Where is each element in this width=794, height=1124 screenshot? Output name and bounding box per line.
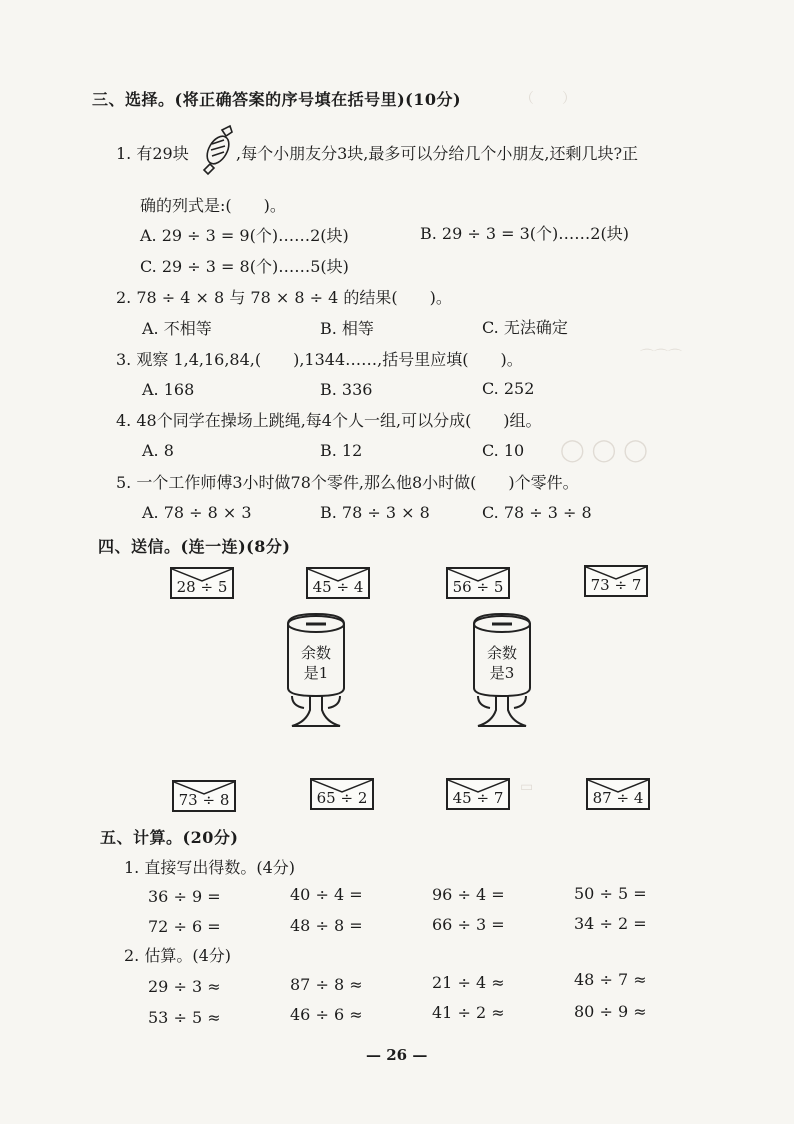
envelope-56-div-5[interactable] — [446, 567, 510, 599]
q3-stem: 3. 观察 1,4,16,84,( ),1344……,括号里应填( )。 — [116, 350, 523, 369]
q1-stem-prefix: 1. 有29块 — [116, 144, 189, 163]
mailbox-label-line2: 是3 — [489, 664, 515, 682]
envelope-87-div-4[interactable] — [586, 778, 650, 810]
q1-stem-suffix: ,每个小朋友分3块,最多可以分给几个小朋友,还剩几块?正 — [236, 144, 639, 163]
calc-part2-title: 2. 估算。(4分) — [124, 946, 232, 965]
envelope-expression: 56 ÷ 5 — [452, 578, 504, 596]
envelope-73-div-8[interactable] — [172, 780, 236, 812]
calc-problem: 40 ÷ 4 = — [290, 885, 363, 904]
estimate-problem: 29 ÷ 3 ≈ — [148, 977, 221, 996]
q3-option-a: A. 168 — [142, 380, 195, 399]
mailbox-remainder-3[interactable] — [456, 610, 548, 732]
q2-option-b: B. 相等 — [320, 319, 374, 338]
calc-problem: 96 ÷ 4 = — [432, 885, 505, 904]
section3-title: 三、选择。(将正确答案的序号填在括号里)(10分) — [92, 90, 462, 109]
estimate-problem: 41 ÷ 2 ≈ — [432, 1003, 505, 1022]
envelope-65-div-2[interactable] — [310, 778, 374, 810]
envelope-expression: 28 ÷ 5 — [176, 578, 228, 596]
calc-problem: 34 ÷ 2 = — [574, 914, 647, 933]
q1-option-b: B. 29 ÷ 3 = 3(个)……2(块) — [420, 224, 629, 243]
bleed-through-mark: ▭ — [520, 779, 534, 795]
envelope-expression: 65 ÷ 2 — [316, 789, 368, 807]
estimate-problem: 48 ÷ 7 ≈ — [574, 970, 647, 989]
estimate-problem: 21 ÷ 4 ≈ — [432, 973, 505, 992]
mailbox-label-line1: 余数 — [300, 644, 331, 662]
section4-title: 四、送信。(连一连)(8分) — [98, 537, 291, 556]
q1-option-a: A. 29 ÷ 3 = 9(个)……2(块) — [140, 226, 349, 245]
page-number: — 26 — — [366, 1046, 428, 1064]
q4-option-b: B. 12 — [320, 441, 363, 460]
envelope-expression: 73 ÷ 7 — [590, 576, 642, 594]
estimate-problem: 46 ÷ 6 ≈ — [290, 1005, 363, 1024]
q4-stem: 4. 48个同学在操场上跳绳,每4个人一组,可以分成( )组。 — [116, 411, 542, 430]
q5-option-a: A. 78 ÷ 8 × 3 — [142, 503, 252, 522]
bleed-through-mark: ◯ ◯ ◯ — [560, 438, 648, 463]
envelope-45-div-7[interactable] — [446, 778, 510, 810]
q4-option-c: C. 10 — [482, 441, 525, 460]
candy-icon — [200, 124, 236, 176]
q2-stem: 2. 78 ÷ 4 × 8 与 78 × 8 ÷ 4 的结果( )。 — [116, 288, 452, 307]
estimate-problem: 80 ÷ 9 ≈ — [574, 1002, 647, 1021]
section5-title: 五、计算。(20分) — [100, 828, 239, 847]
calc-problem: 36 ÷ 9 = — [148, 887, 221, 906]
q5-option-b: B. 78 ÷ 3 × 8 — [320, 503, 430, 522]
q3-option-b: B. 336 — [320, 380, 373, 399]
estimate-problem: 87 ÷ 8 ≈ — [290, 975, 363, 994]
q1-stem-line2: 确的列式是:( )。 — [140, 196, 286, 215]
envelope-73-div-7[interactable] — [584, 565, 648, 597]
mailbox-label-line1: 余数 — [486, 644, 517, 662]
q4-option-a: A. 8 — [142, 441, 174, 460]
calc-problem: 66 ÷ 3 = — [432, 915, 505, 934]
mailbox-label-line2: 是1 — [303, 664, 329, 682]
envelope-expression: 45 ÷ 4 — [312, 578, 364, 596]
calc-problem: 50 ÷ 5 = — [574, 884, 647, 903]
q3-option-c: C. 252 — [482, 379, 535, 398]
envelope-28-div-5[interactable] — [170, 567, 234, 599]
bleed-through-mark: （ ） — [520, 91, 576, 107]
envelope-expression: 73 ÷ 8 — [178, 791, 230, 809]
mailbox-remainder-1[interactable] — [270, 610, 362, 732]
q1-option-c: C. 29 ÷ 3 = 8(个)……5(块) — [140, 257, 349, 276]
q2-option-c: C. 无法确定 — [482, 318, 568, 337]
bleed-through-mark: ⌒⌒⌒ — [640, 349, 682, 365]
q5-option-c: C. 78 ÷ 3 ÷ 8 — [482, 503, 592, 522]
q2-option-a: A. 不相等 — [142, 319, 212, 338]
estimate-problem: 53 ÷ 5 ≈ — [148, 1008, 221, 1027]
envelope-expression: 45 ÷ 7 — [452, 789, 504, 807]
calc-problem: 72 ÷ 6 = — [148, 917, 221, 936]
calc-part1-title: 1. 直接写出得数。(4分) — [124, 858, 296, 877]
envelope-expression: 87 ÷ 4 — [592, 789, 644, 807]
envelope-45-div-4[interactable] — [306, 567, 370, 599]
q5-stem: 5. 一个工作师傅3小时做78个零件,那么他8小时做( )个零件。 — [116, 473, 579, 492]
calc-problem: 48 ÷ 8 = — [290, 916, 363, 935]
